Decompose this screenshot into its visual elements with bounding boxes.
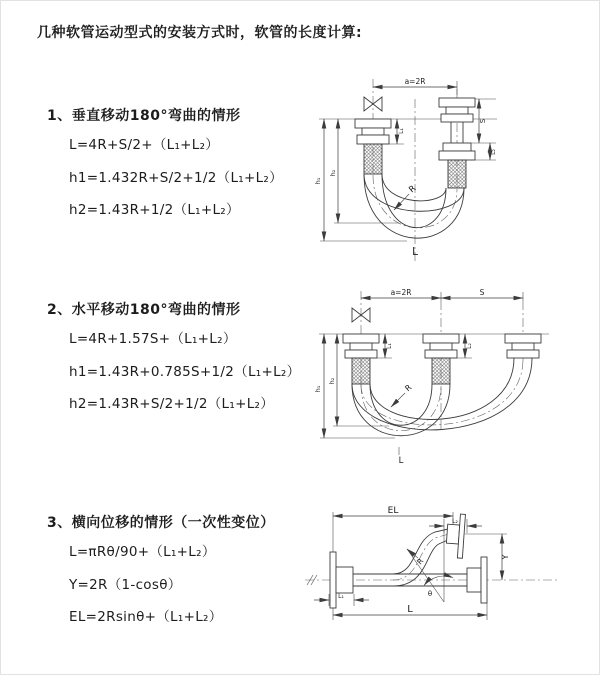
section-1-formula-l: L=4R+S/2+（L₁+L₂）	[69, 137, 220, 154]
svg-text:a=2R: a=2R	[404, 77, 426, 86]
right-pipe-flange	[505, 334, 541, 358]
diagram-vertical-bend	[311, 71, 600, 267]
radius-callout	[394, 184, 418, 210]
section-3-formula-l: L=πRθ/90+（L₁+L₂）	[69, 544, 216, 561]
section-2-formula-l: L=4R+1.57S+（L₁+L₂）	[69, 331, 237, 348]
svg-text:Y: Y	[501, 554, 510, 560]
section-3-heading: 3、横向位移的情形（一次性变位）	[47, 515, 275, 531]
svg-text:R: R	[414, 556, 426, 567]
construction-lines	[407, 530, 444, 602]
svg-text:θ: θ	[427, 590, 433, 598]
section-3-formula-el: EL=2Rsinθ+（L₁+L₂）	[69, 609, 223, 626]
dimension-l1	[314, 593, 369, 606]
svg-text:h₂: h₂	[328, 377, 336, 385]
diagram-lateral-displacement-svg	[301, 503, 600, 649]
page-title: 几种软管运动型式的安装方式时，软管的长度计算:	[37, 25, 363, 41]
length-label: L	[412, 246, 418, 258]
dimension-l	[333, 603, 487, 620]
right-flange	[467, 557, 487, 603]
dimension-el	[333, 506, 453, 552]
svg-text:L₂: L₂	[490, 149, 497, 155]
length-label: L	[398, 456, 404, 466]
diagram-horizontal-bend-svg	[311, 281, 600, 473]
section-1-formula-h2: h2=1.43R+1/2（L₁+L₂）	[69, 202, 240, 219]
section-2-formula-h1: h1=1.43R+0.785S+1/2（L₁+L₂）	[69, 363, 301, 380]
dimension-a2r	[373, 77, 457, 95]
svg-text:L: L	[407, 604, 413, 615]
svg-text:S: S	[479, 288, 485, 297]
svg-text:L₁: L₁	[386, 343, 393, 349]
svg-text:S: S	[479, 118, 487, 124]
left-pipe-flange	[355, 119, 391, 174]
radius-callout	[407, 549, 425, 566]
svg-text:R: R	[403, 382, 414, 394]
diagram-vertical-bend-svg	[311, 71, 600, 267]
svg-text:a=2R: a=2R	[390, 288, 412, 297]
section-lateral-displacement	[47, 512, 275, 632]
diagram-horizontal-bend	[311, 281, 600, 473]
section-1-heading: 1、垂直移动180°弯曲的情形	[47, 108, 241, 124]
svg-text:EL: EL	[387, 506, 399, 516]
section-1-formula-h1: h1=1.432R+S/2+1/2（L₁+L₂）	[69, 169, 283, 186]
svg-text:L₁: L₁	[338, 593, 344, 600]
dimension-a2r	[361, 288, 523, 301]
section-3-formula-y: Y=2R（1-cosθ）	[69, 576, 182, 593]
radius-callout	[391, 383, 414, 407]
section-2-formula-h2: h2=1.43R+S/2+1/2（L₁+L₂）	[69, 396, 275, 413]
section-vertical-bend	[47, 105, 283, 225]
dimension-s	[441, 288, 523, 298]
diagram-lateral-displacement	[301, 503, 600, 649]
middle-pipe-flange	[423, 334, 459, 384]
svg-text:L₁: L₁	[398, 128, 405, 134]
svg-text:h₁: h₁	[314, 385, 322, 393]
svg-text:h₂: h₂	[329, 169, 337, 177]
section-horizontal-bend	[47, 299, 300, 419]
left-pipe-flange	[343, 334, 379, 384]
svg-text:L₂: L₂	[466, 343, 473, 349]
right-pipe-flanges	[439, 98, 475, 188]
svg-text:R: R	[407, 183, 419, 196]
section-2-heading: 2、水平移动180°弯曲的情形	[47, 302, 241, 318]
svg-text:h₁: h₁	[314, 177, 322, 185]
svg-text:L₂: L₂	[452, 518, 458, 525]
